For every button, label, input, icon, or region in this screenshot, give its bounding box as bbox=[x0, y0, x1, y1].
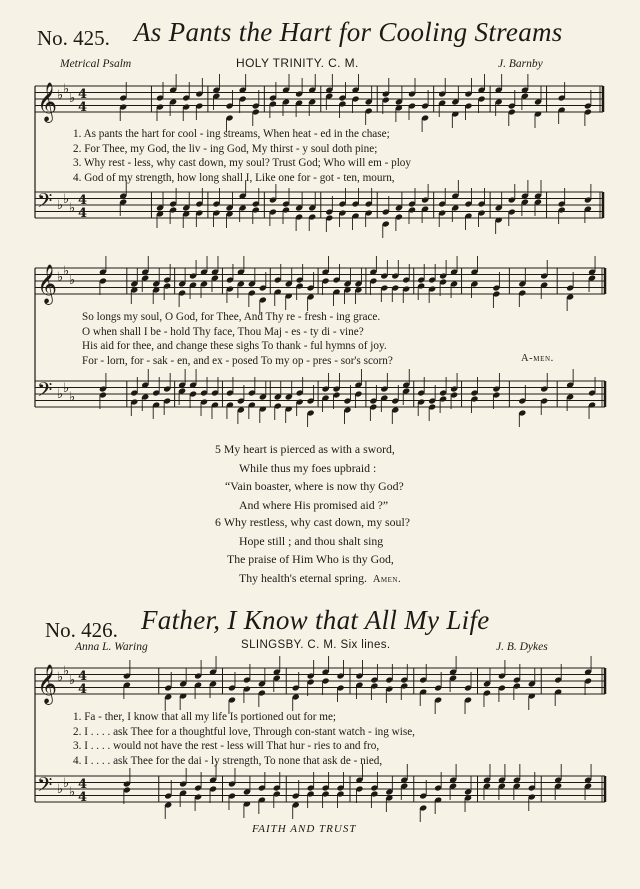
time-signature: 4 bbox=[78, 193, 88, 208]
verse-line: The praise of Him Who is thy God, bbox=[227, 552, 394, 566]
flat-icon: ♭ bbox=[57, 387, 64, 402]
time-signature: 4 bbox=[78, 100, 88, 115]
flat-icon: ♭ bbox=[57, 88, 64, 103]
section-footer: FAITH AND TRUST bbox=[252, 823, 357, 835]
verse-5 bbox=[215, 440, 404, 514]
flat-icon: ♭ bbox=[69, 273, 76, 288]
flat-icon: ♭ bbox=[57, 782, 64, 797]
flat-icon: ♭ bbox=[69, 673, 76, 688]
lyric-line: For - lorn, for - sak - en, and ex - posed To my op - pres - sor's scorn? bbox=[82, 354, 393, 367]
verse-6 bbox=[215, 513, 410, 589]
flat-icon: ♭ bbox=[69, 785, 76, 800]
hymn-425-meter-source: Metrical Psalm bbox=[60, 58, 132, 70]
lyric-line: 3. I . . . . would not have the rest - less will That hur - ries to and fro, bbox=[73, 740, 380, 752]
hymn-426-composer: J. B. Dykes bbox=[496, 641, 548, 653]
hymn-426-title: Father, I Know that All My Life bbox=[141, 605, 490, 635]
time-signature: 4 bbox=[78, 206, 88, 221]
verse-line: And where His promised aid ?” bbox=[239, 497, 389, 512]
verse-line: Hope still ; and thou shalt sing bbox=[239, 533, 384, 548]
hymn-426-tune: SLINGSBY. C. M. Six lines. bbox=[241, 639, 391, 651]
hymn-426-author: Anna L. Waring bbox=[75, 641, 148, 653]
flat-icon: ♭ bbox=[57, 670, 64, 685]
hymn-number-value: 426. bbox=[81, 618, 118, 642]
flat-icon: ♭ bbox=[69, 201, 76, 216]
flat-icon: ♭ bbox=[63, 664, 70, 679]
bass-clef-icon: 𝄢 bbox=[37, 378, 53, 406]
hymn-425-title: As Pants the Hart for Cooling Streams bbox=[134, 17, 563, 47]
time-signature: 4 bbox=[78, 669, 88, 684]
bass-clef-icon: 𝄢 bbox=[37, 773, 53, 801]
time-signature: 4 bbox=[78, 682, 88, 697]
hymn-number-prefix: No. bbox=[37, 26, 68, 50]
lyric-line: 4. I . . . . ask Thee for the dai - ly strength, To none that ask de - nied, bbox=[73, 754, 383, 767]
treble-clef-icon: 𝄞 bbox=[37, 664, 58, 704]
hymn-426-system1-lyrics bbox=[73, 710, 415, 768]
hymn-426-number bbox=[45, 618, 118, 643]
flat-icon: ♭ bbox=[63, 776, 70, 791]
flat-icon: ♭ bbox=[63, 192, 70, 207]
hymn-425-tune: HOLY TRINITY. C. M. bbox=[236, 56, 359, 70]
time-signature: 4 bbox=[78, 87, 88, 102]
lyric-line: 2. I . . . . ask Thee for a thoughtful love, Through con-stant watch - ing wise, bbox=[73, 725, 415, 738]
lyric-line: His aid for thee, and change these sighs To thank - ful hymns of joy. bbox=[82, 340, 387, 352]
treble-clef-icon: 𝄞 bbox=[37, 264, 58, 304]
lyric-line: 2. For Thee, my God, the liv - ing God, My thirst - y soul doth pine; bbox=[73, 142, 378, 155]
hymn-425-composer: J. Barnby bbox=[498, 58, 543, 70]
lyric-line: 1. As pants the hart for cool - ing streams, When heat - ed in the chase; bbox=[73, 128, 390, 140]
verse-line: Thy health's eternal spring. bbox=[239, 570, 367, 585]
flat-icon: ♭ bbox=[69, 91, 76, 106]
hymn-425-system1-lyrics bbox=[73, 127, 411, 185]
time-signature: 4 bbox=[78, 790, 88, 805]
hymn-number-prefix: No. bbox=[45, 618, 76, 642]
verse-line: While thus my foes upbraid : bbox=[239, 460, 377, 475]
flat-icon: ♭ bbox=[63, 381, 70, 396]
time-signature: 4 bbox=[78, 777, 88, 792]
verse-line: Why restless, why cast down, my soul? bbox=[223, 515, 410, 529]
hymn-425-number bbox=[37, 26, 110, 51]
lyric-line: So longs my soul, O God, for Thee, And Thy re - fresh - ing grace. bbox=[82, 311, 381, 323]
flat-icon: ♭ bbox=[57, 198, 64, 213]
flat-icon: ♭ bbox=[63, 82, 70, 97]
lyric-line: 4. God of my strength, how long shall I, Like one for - got - ten, mourn, bbox=[73, 171, 395, 184]
lyric-line: 3. Why rest - less, why cast down, my soul? Trust God; Who will em - ploy bbox=[73, 157, 411, 169]
bass-clef-icon: 𝄢 bbox=[37, 189, 53, 217]
verse-line: My heart is pierced as with a sword, bbox=[223, 442, 395, 456]
amen-label: A-men. bbox=[521, 353, 554, 364]
verse-line: “Vain boaster, where is now thy God? bbox=[225, 479, 404, 493]
verse-number: 5 bbox=[215, 442, 221, 456]
flat-icon: ♭ bbox=[63, 264, 70, 279]
treble-clef-icon: 𝄞 bbox=[37, 82, 58, 122]
hymn-425-system2-lyrics bbox=[82, 310, 393, 368]
verse-amen: Amen. bbox=[372, 573, 402, 585]
lyric-line: O when shall I be - hold Thy face, Thou Maj - es - ty di - vine? bbox=[82, 325, 364, 338]
lyric-line: 1. Fa - ther, I know that all my life Is portioned out for me; bbox=[73, 711, 337, 723]
verse-number: 6 bbox=[215, 515, 221, 529]
flat-icon: ♭ bbox=[69, 390, 76, 405]
hymn-number-value: 425. bbox=[73, 26, 110, 50]
flat-icon: ♭ bbox=[57, 270, 64, 285]
